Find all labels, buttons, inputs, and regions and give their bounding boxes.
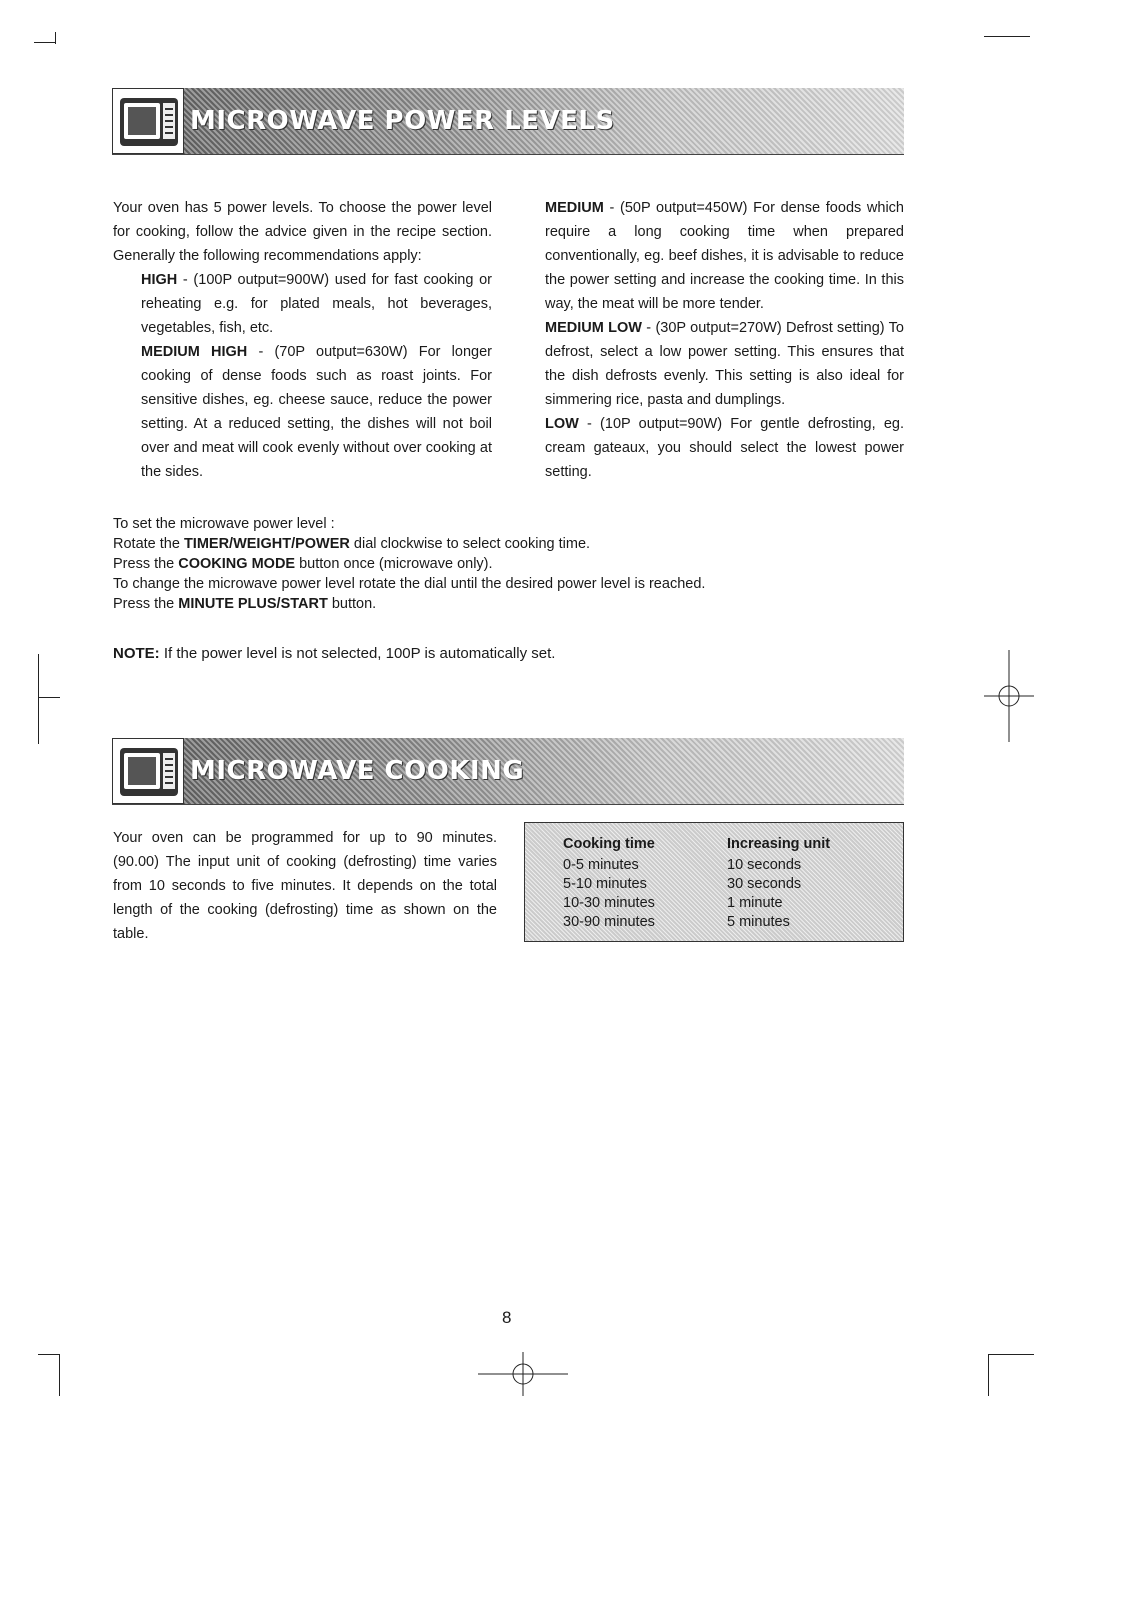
power-level-medium-high: MEDIUM HIGH - (70P output=630W) For longer cooking of dense foods such as roast joints. For sensitive dishes, eg. cheese sauce, reduce the power setting. At a reduced setting, the dishes will not boil over and meat will cook evenly without over cooking at the sides.	[141, 344, 492, 480]
table-cell: 1 minute	[727, 894, 783, 911]
power-level-medium-low: MEDIUM LOW - (30P output=270W) Defrost setting) To defrost, select a low power setting. This ensures that the dish defrosts evenly. This setting is also ideal for simmering rice, pasta and dumplings.	[545, 320, 904, 408]
section-title: MICROWAVE COOKING	[190, 756, 525, 786]
cooking-time-table	[524, 822, 904, 942]
column-header: Cooking time	[563, 836, 655, 852]
table-cell: 30 seconds	[727, 875, 802, 892]
power-level-low: LOW - (10P output=90W) For gentle defrosting, eg. cream gateaux, you should select the lowest power setting.	[545, 416, 904, 480]
table-row	[563, 874, 830, 893]
table-row	[563, 912, 830, 931]
power-level-medium: MEDIUM - (50P output=450W) For dense foods which require a long cooking time when prepared conventionally, eg. beef dishes, it is advisable to reduce the power setting and increase the cooking time. In this way, the meat will be more tender.	[545, 200, 904, 312]
banner-icon-box	[112, 88, 184, 154]
instruction-step-1: Rotate the TIMER/WEIGHT/POWER dial clockwise to select cooking time.	[113, 536, 591, 552]
table-cell: 5 minutes	[727, 913, 790, 930]
instruction-step-3: To change the microwave power level rotate the dial until the desired power level is reached.	[113, 576, 706, 592]
crop-mark-left-h	[38, 697, 60, 698]
crop-mark-top-left-v	[55, 32, 56, 44]
banner-icon-box	[112, 738, 184, 804]
table-cell: 0-5 minutes	[563, 856, 639, 873]
crop-mark-top-left-h	[34, 42, 56, 43]
column-header: Increasing unit	[727, 836, 831, 852]
intro-text: Your oven has 5 power levels. To choose the power level for cooking, follow the advice given in the recipe section. Generally the following recommendations apply:	[113, 200, 492, 264]
instruction-step-2: Press the COOKING MODE button once (microwave only).	[113, 556, 493, 572]
instruction-step-4: Press the MINUTE PLUS/START button.	[113, 596, 377, 612]
registration-mark-right	[984, 650, 1034, 742]
crop-mark-bottom-left-v	[59, 1354, 60, 1396]
section-banner-cooking	[112, 738, 904, 805]
table-cell: 30-90 minutes	[563, 913, 655, 930]
table-row	[563, 893, 830, 912]
crop-mark-bottom-right-h	[988, 1354, 1034, 1355]
section-banner-power-levels	[112, 88, 904, 155]
table-row	[563, 855, 830, 874]
cooking-body-text: Your oven can be programmed for up to 90 minutes. (90.00) The input unit of cooking (defrosting) time varies from 10 seconds to five minutes. It depends on the total length of the cooking (defrosting) time as shown on the table.	[113, 830, 497, 942]
power-level-high: HIGH - (100P output=900W) used for fast cooking or reheating e.g. for plated meals, hot beverages, vegetables, fish, etc.	[141, 272, 492, 336]
instructions-intro: To set the microwave power level :	[113, 516, 335, 532]
microwave-oven-icon	[119, 747, 179, 797]
table-cell: 5-10 minutes	[563, 875, 647, 892]
microwave-oven-icon	[119, 97, 179, 147]
crop-mark-bottom-left-h	[38, 1354, 60, 1355]
cooking-time-table-grid	[563, 833, 830, 931]
table-cell: 10-30 minutes	[563, 894, 655, 911]
crop-mark-left-v	[38, 654, 39, 744]
power-levels-left-column	[113, 196, 492, 484]
crop-mark-bottom-right-v	[988, 1354, 989, 1396]
table-cell: 10 seconds	[727, 856, 802, 873]
crop-mark-top-right	[984, 36, 1030, 37]
page-number: 8	[502, 1308, 512, 1327]
table-header-row	[563, 833, 830, 855]
section-title: MICROWAVE POWER LEVELS	[190, 106, 615, 136]
power-levels-right-column	[545, 196, 904, 484]
registration-mark-bottom	[478, 1352, 568, 1396]
note: NOTE: If the power level is not selected, 100P is automatically set.	[113, 645, 556, 662]
